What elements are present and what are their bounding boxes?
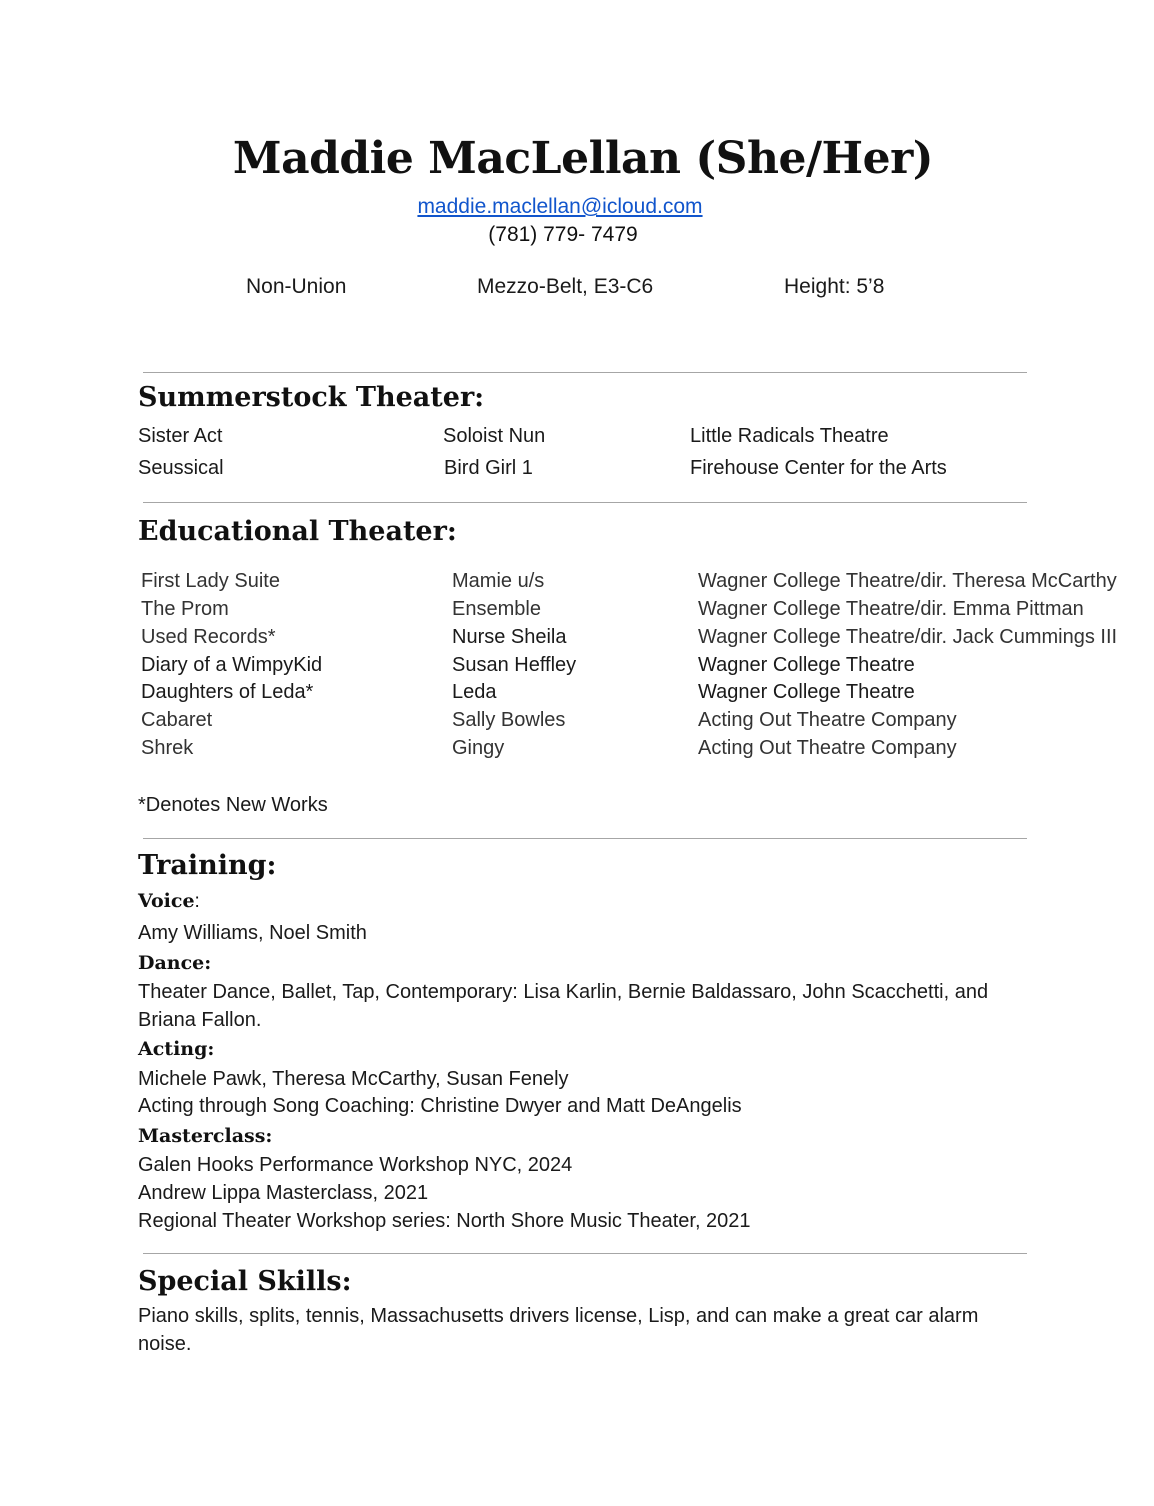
email-link[interactable]: maddie.maclellan@icloud.com <box>417 195 703 218</box>
credit-show: Used Records* <box>141 626 276 648</box>
credit-role: Sally Bowles <box>452 709 566 731</box>
credit-role: Nurse Sheila <box>452 626 567 648</box>
voice-teachers: Amy Williams, Noel Smith <box>138 922 367 944</box>
credit-show: Cabaret <box>141 709 213 731</box>
credit-show: Seussical <box>138 457 224 479</box>
credit-company: Acting Out Theatre Company <box>698 709 957 731</box>
credit-role: Mamie u/s <box>452 570 545 592</box>
credit-show: Daughters of Leda* <box>141 681 314 703</box>
credit-role: Gingy <box>452 737 505 759</box>
masterclass-label: Masterclass: <box>138 1125 273 1147</box>
credit-role: Bird Girl 1 <box>444 457 533 479</box>
voice-label-colon: : <box>194 891 200 912</box>
credit-show: Sister Act <box>138 425 223 447</box>
credit-company: Wagner College Theatre <box>698 654 915 676</box>
educational-heading: Educational Theater: <box>138 516 457 547</box>
credit-company: Wagner College Theatre/dir. Emma Pittman <box>698 598 1084 620</box>
masterclass-line: Galen Hooks Performance Workshop NYC, 2024 <box>138 1154 573 1176</box>
new-works-note: *Denotes New Works <box>138 794 328 816</box>
credit-show: First Lady Suite <box>141 570 280 592</box>
dance-line: Theater Dance, Ballet, Tap, Contemporary: Lisa Karlin, Bernie Baldassaro, John Scacchetti, and <box>138 981 989 1003</box>
divider <box>143 838 1027 839</box>
skills-line: Piano skills, splits, tennis, Massachusetts drivers license, Lisp, and can make a great car alarm <box>138 1305 979 1327</box>
masterclass-line: Regional Theater Workshop series: North Shore Music Theater, 2021 <box>138 1210 751 1232</box>
phone-number: (781) 779- 7479 <box>488 223 638 246</box>
credit-company: Little Radicals Theatre <box>690 425 889 447</box>
credit-role: Leda <box>452 681 497 703</box>
credit-role: Susan Heffley <box>452 654 577 676</box>
masterclass-line: Andrew Lippa Masterclass, 2021 <box>138 1182 429 1204</box>
voice-type: Mezzo-Belt, E3-C6 <box>477 275 654 298</box>
divider <box>143 372 1027 373</box>
dance-label: Dance: <box>138 952 212 974</box>
credit-company: Wagner College Theatre/dir. Theresa McCarthy <box>698 570 1117 592</box>
acting-label: Acting: <box>138 1038 215 1060</box>
height: Height: 5’8 <box>784 275 885 298</box>
credit-show: Shrek <box>141 737 194 759</box>
credit-company: Firehouse Center for the Arts <box>690 457 947 479</box>
divider <box>143 1253 1027 1254</box>
credit-role: Ensemble <box>452 598 541 620</box>
skills-heading: Special Skills: <box>138 1266 352 1297</box>
voice-label <box>138 890 200 913</box>
credit-show: Diary of a WimpyKid <box>141 654 323 676</box>
union-status: Non-Union <box>246 275 347 298</box>
summerstock-heading: Summerstock Theater: <box>138 382 485 413</box>
credit-company: Wagner College Theatre <box>698 681 915 703</box>
acting-line: Michele Pawk, Theresa McCarthy, Susan Fenely <box>138 1068 569 1090</box>
resume-name: Maddie MacLellan (She/Her) <box>232 133 934 184</box>
credit-show: The Prom <box>141 598 229 620</box>
training-heading: Training: <box>138 850 277 881</box>
credit-role: Soloist Nun <box>443 425 546 447</box>
acting-line: Acting through Song Coaching: Christine Dwyer and Matt DeAngelis <box>138 1095 742 1117</box>
voice-label-text: Voice <box>138 890 195 912</box>
skills-line: noise. <box>138 1333 192 1355</box>
credit-company: Wagner College Theatre/dir. Jack Cummings III <box>698 626 1118 648</box>
credit-company: Acting Out Theatre Company <box>698 737 957 759</box>
dance-line: Briana Fallon. <box>138 1009 262 1031</box>
divider <box>143 502 1027 503</box>
